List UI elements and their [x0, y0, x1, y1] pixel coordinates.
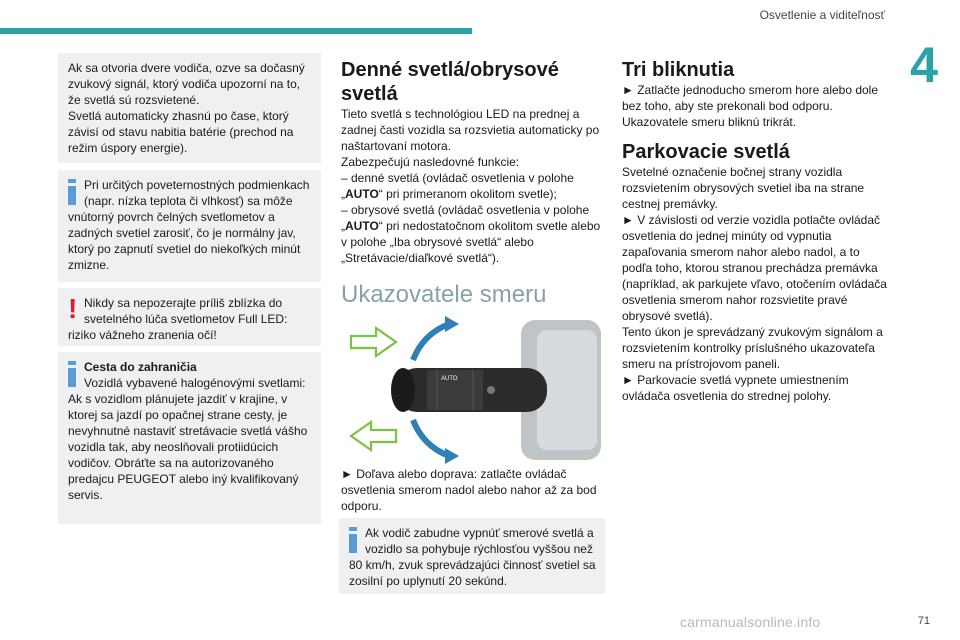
list-text-bold: AUTO: [345, 219, 379, 233]
turn-signal-stalk-illustration: [341, 316, 606, 466]
paragraph-text: Zabezpečujú nasledovné funkcie:: [341, 155, 520, 169]
paragraph-three-flashes: ► Zatlačte jednoducho smerom hore alebo dole bez toho, aby ste prekonali bod odporu. Ukazovatele smeru bliknú trikrát.: [622, 83, 879, 129]
heading-daytime-lights: Denné svetlá/obrysové svetlá: [341, 59, 559, 105]
note-door-open: [58, 53, 321, 163]
info-text: Pri určitých poveternostných podmienkach (napr. nízka teplota či vlhkosť) sa môže vnútorný povrch čelných svetlometov a zadných svetiel zarosiť, čo je normálny jav, ktorý po zapnutí svetiel do niekoľkých minút zmizne.: [68, 178, 310, 272]
warning-box-led: [58, 288, 321, 346]
page-number: 71: [917, 615, 930, 627]
paragraph: [341, 106, 606, 266]
paragraph-text: ► Parkovacie svetlá vypnete umiestnením ovládača osvetlenia do strednej polohy.: [622, 373, 849, 403]
list-text-bold: AUTO: [345, 187, 379, 201]
chapter-number: 4: [910, 37, 938, 93]
info-box-turn-warning: [339, 518, 605, 594]
warning-exclamation-icon: !: [68, 293, 78, 324]
info-box-abroad: [58, 352, 321, 524]
info-text: Ak s vozidlom plánujete jazdiť v krajine, v ktorej sa jazdí po opačnej strane cesty, je nevyhnutné nastaviť stretávacie svetlá vášho vozidla tak, aby neoslňovali protiidúcich vodičov. Obráťte sa na autorizovaného predajcu PEUGEOT alebo iný kvalifikovaný servis.: [68, 392, 308, 502]
paragraph-text: Tento úkon je sprevádzaný zvukovým signálom a rozsvietením kontrolky príslušného ukazovateľa smeru na prístrojovom paneli.: [622, 325, 883, 371]
heading-three-flashes: Tri bliknutia: [622, 59, 735, 81]
stalk-label-auto: AUTO: [441, 376, 458, 382]
list-text: “ pri primeranom okolitom svetle);: [378, 187, 557, 201]
paragraph-text: ► V závislosti od verzie vozidla potlačte ovládač osvetlenia do jednej minúty od vypnutia zapaľovania smerom nahor alebo nadol, a to podľa toho, ktorou stranou prechádza premávka (napríklad, ak parkujete vľavo, otočením ovládača osvetlenia smerom nahor rozsvietite pravé obrysové svetlá).: [622, 213, 887, 323]
note-text: Svetlá automaticky zhasnú po čase, ktorý závisí od stavu nabitia batérie (prechod na režim úspory energie).: [68, 109, 294, 155]
header-accent-bar: [0, 28, 472, 34]
watermark: carmanualsonline.info: [680, 614, 821, 630]
arrow-left-icon: [351, 422, 396, 450]
heading-turn-signals: Ukazovatele smeru: [341, 281, 547, 308]
list-text: – obrysové svetlá (ovládač osvetlenia v polohe „: [341, 203, 590, 233]
note-text: Ak sa otvoria dvere vodiča, ozve sa dočasný zvukový signál, ktorý vodiča upozorní na to, že svetlá sú rozsvietené.: [68, 61, 305, 107]
info-text: Ak vodič zabudne vypnúť smerové svetlá a vozidlo sa pohybuje rýchlosťou vyššou než 80 km/h, zvuk sprevádzajúci činnosť svetiel sa zosilní po uplynutí 20 sekúnd.: [349, 526, 596, 588]
arrow-right-icon: [351, 328, 396, 356]
info-icon: [68, 361, 76, 387]
list-item: [341, 202, 606, 266]
info-title: Cesta do zahraničia: [84, 360, 197, 374]
warning-text: Nikdy sa nepozerajte príliš zblízka do svetelného lúča svetlometov Full LED: riziko vážneho zranenia očí!: [68, 296, 288, 342]
info-icon: [68, 179, 76, 205]
info-box-condensation: [58, 170, 321, 282]
paragraph-turn-instruction: ► Doľava alebo doprava: zatlačte ovládač osvetlenia smerom nadol alebo nahor až za bod odporu.: [341, 467, 597, 513]
list-text: – denné svetlá (ovládač osvetlenia v polohe „: [341, 171, 574, 201]
paragraph-text: Svetelné označenie bočnej strany vozidla rozsvietením obrysových svetiel iba na strane cestnej premávky.: [622, 165, 865, 211]
heading-parking-lights: Parkovacie svetlá: [622, 141, 790, 163]
list-text: “ pri nedostatočnom okolitom svetle alebo v polohe „Iba obrysové svetlá“ alebo „Stretávacie/diaľkové svetlá“).: [341, 219, 601, 265]
list-item: [341, 170, 606, 202]
section-title: Osvetlenie a viditeľnosť: [759, 8, 885, 22]
info-icon: [349, 527, 357, 553]
info-text: Vozidlá vybavené halogénovými svetlami:: [84, 376, 306, 390]
paragraph-parking-lights: [622, 164, 890, 404]
paragraph-text: Tieto svetlá s technológiou LED na prednej a zadnej časti vozidla sa rozsvietia automaticky po naštartovaní motora.: [341, 107, 600, 153]
